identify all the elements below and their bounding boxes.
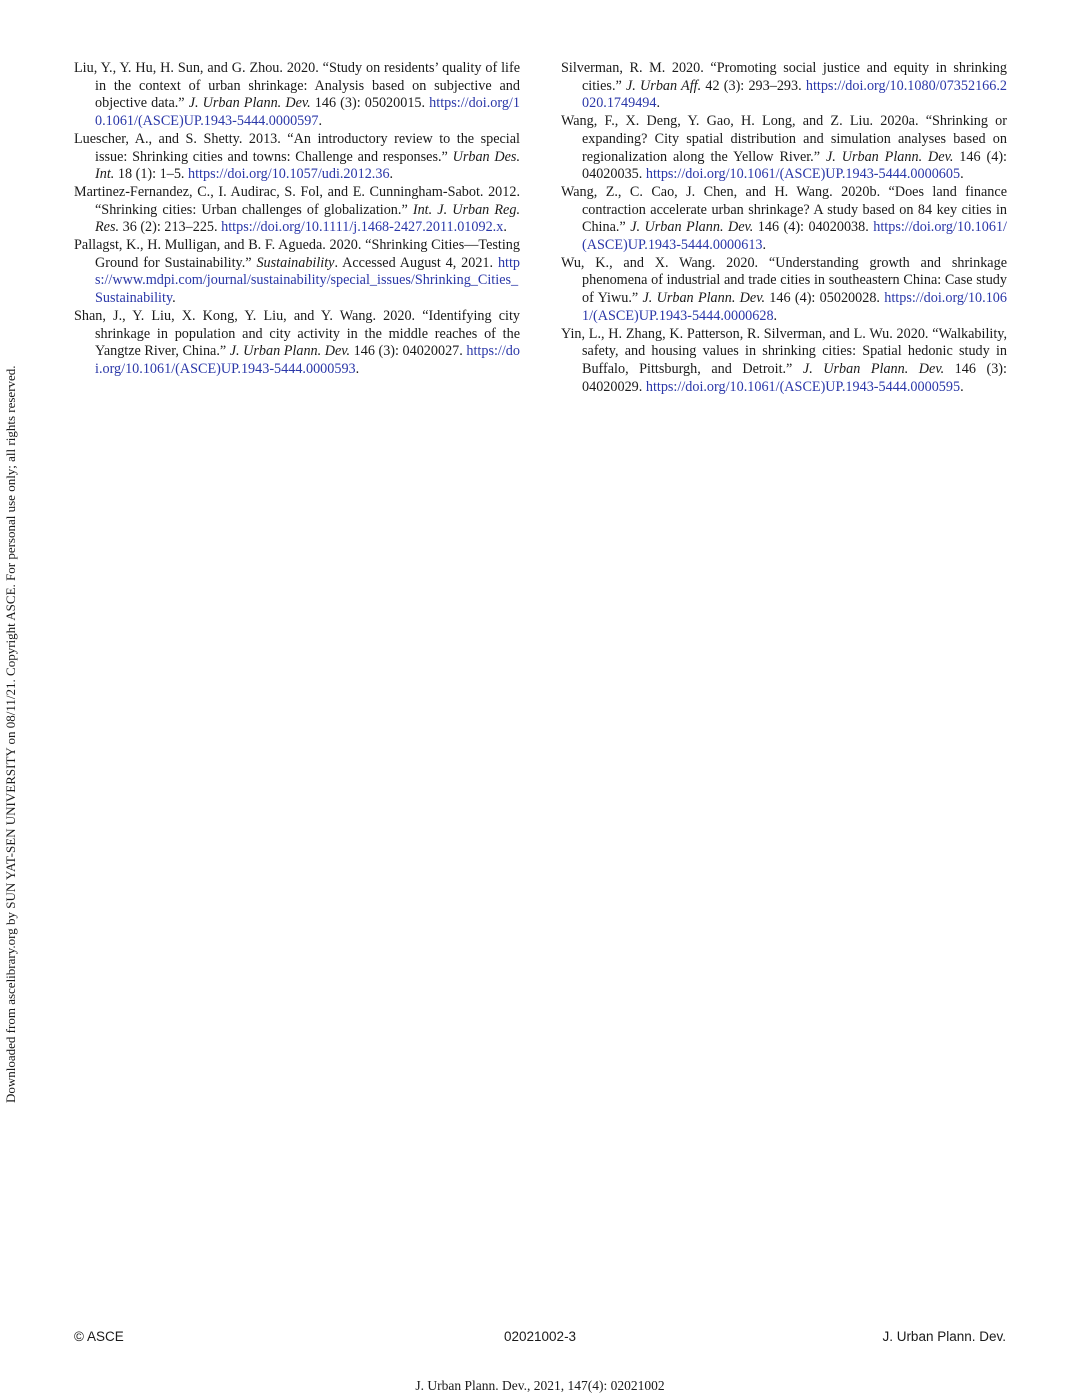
reference-entry bbox=[74, 184, 520, 237]
reference-volume: 36 (2): 213–225. bbox=[119, 219, 222, 236]
reference-end: . bbox=[656, 95, 661, 112]
reference-link[interactable]: https://doi.org/10.1061/(ASCE)UP.1943-5444.0000595 bbox=[645, 378, 961, 395]
reference-text: Luescher, A., and S. Shetty. 2013. “An introductory review to the special issue: Shrinking cities and towns: Challenge and responses.” bbox=[74, 130, 520, 165]
reference-end: . bbox=[318, 113, 323, 130]
reference-journal: J. Urban Plann. Dev. bbox=[642, 290, 766, 307]
reference-link[interactable]: https://doi.org/10.1080/07352166.2020.1749494 bbox=[582, 77, 1007, 112]
footer-page-number: 02021002-3 bbox=[504, 1329, 577, 1344]
reference-volume: 146 (3): 04020027. bbox=[350, 343, 467, 360]
reference-volume: . Accessed August 4, 2021. bbox=[334, 254, 498, 271]
reference-text: Liu, Y., Y. Hu, H. Sun, and G. Zhou. 2020. “Study on residents’ quality of life in the context of urban shrinkage: Analysis based on subjective and objective data.” bbox=[74, 60, 520, 112]
reference-entry bbox=[561, 184, 1007, 255]
reference-journal: J. Urban Plann. Dev. bbox=[802, 360, 945, 377]
reference-text: Martinez-Fernandez, C., I. Audirac, S. Fol, and E. Cunningham-Sabot. 2012. “Shrinking cities: Urban challenges of globalization.” bbox=[74, 183, 520, 218]
reference-entry bbox=[561, 255, 1007, 326]
reference-link[interactable]: https://doi.org/10.1061/(ASCE)UP.1943-5444.0000605 bbox=[645, 166, 961, 183]
reference-text: Pallagst, K., H. Mulligan, and B. F. Agueda. 2020. “Shrinking Cities—Testing Ground for Sustainability.” bbox=[74, 237, 520, 271]
footer-journal: J. Urban Plann. Dev. bbox=[882, 1329, 1006, 1344]
reference-link[interactable]: https://doi.org/10.1057/udi.2012.36 bbox=[188, 166, 390, 183]
reference-text: Shan, J., Y. Liu, X. Kong, Y. Liu, and Y. Wang. 2020. “Identifying city shrinkage in population and city activity in the middle reaches of the Yangtze River, China.” bbox=[74, 307, 520, 360]
download-notice: Downloaded from ascelibrary.org by SUN YAT-SEN UNIVERSITY on 08/11/21. Copyright ASCE. For personal use only; all rights reserved. bbox=[3, 365, 18, 1103]
reference-text: Wang, F., X. Deng, Y. Gao, H. Long, and Z. Liu. 2020a. “Shrinking or expanding? City spatial distribution and simulation analyses based on regionalization along the Yellow River.” bbox=[561, 113, 1007, 165]
reference-entry bbox=[74, 237, 520, 308]
reference-journal: Urban Des. Int. bbox=[95, 148, 520, 183]
reference-entry bbox=[74, 308, 520, 379]
reference-journal: Int. J. Urban Reg. Res. bbox=[95, 201, 520, 236]
reference-link[interactable]: https://doi.org/10.1111/j.1468-2427.2011.01092.x bbox=[221, 219, 504, 236]
reference-volume: 146 (3): 05020015. bbox=[310, 95, 430, 112]
references-left-column bbox=[74, 60, 520, 379]
reference-volume: 146 (4): 05020028. bbox=[765, 290, 885, 307]
reference-link[interactable]: https://doi.org/10.1061/(ASCE)UP.1943-5444.0000628 bbox=[582, 290, 1007, 324]
reference-journal: J. Urban Aff. bbox=[626, 77, 702, 94]
reference-entry bbox=[74, 60, 520, 131]
reference-end: . bbox=[960, 378, 964, 395]
reference-end: . bbox=[172, 290, 176, 307]
reference-text: Yin, L., H. Zhang, K. Patterson, R. Silverman, and L. Wu. 2020. “Walkability, safety, and housing values in shrinking cities: Spatial hedonic study in Buffalo, Pittsburgh, and Detroit.” bbox=[561, 325, 1007, 377]
reference-entry bbox=[74, 131, 520, 184]
reference-entry bbox=[561, 60, 1007, 113]
reference-journal: J. Urban Plann. Dev. bbox=[630, 219, 754, 236]
reference-volume: 18 (1): 1–5. bbox=[114, 166, 189, 183]
reference-text: Wang, Z., C. Cao, J. Chen, and H. Wang. 2020b. “Does land finance contraction accelerate urban shrinkage? A study based on 84 key cities in China.” bbox=[561, 183, 1007, 236]
reference-end: . bbox=[503, 219, 507, 236]
reference-text: Silverman, R. M. 2020. “Promoting social justice and equity in shrinking cities.” bbox=[561, 60, 1007, 94]
reference-volume: 146 (4): 04020035. bbox=[582, 148, 1007, 183]
reference-journal: J. Urban Plann. Dev. bbox=[229, 343, 351, 360]
reference-link[interactable]: https://doi.org/10.1061/(ASCE)UP.1943-5444.0000597 bbox=[95, 95, 520, 130]
reference-link[interactable]: https://doi.org/10.1061/(ASCE)UP.1943-5444.0000593 bbox=[95, 343, 520, 377]
reference-journal: Sustainability bbox=[256, 254, 335, 271]
reference-volume: 42 (3): 293–293. bbox=[701, 77, 806, 94]
reference-link[interactable]: https://doi.org/10.1061/(ASCE)UP.1943-5444.0000613 bbox=[582, 219, 1007, 254]
reference-end: . bbox=[773, 307, 778, 324]
footer-publisher: © ASCE bbox=[74, 1329, 124, 1344]
reference-journal: J. Urban Plann. Dev. bbox=[188, 95, 311, 112]
bottom-citation: J. Urban Plann. Dev., 2021, 147(4): 02021002 bbox=[415, 1378, 665, 1393]
reference-end: . bbox=[355, 360, 360, 377]
reference-entry bbox=[561, 113, 1007, 184]
reference-end: . bbox=[762, 237, 767, 254]
reference-link[interactable]: https://www.mdpi.com/journal/sustainability/special_issues/Shrinking_Cities_Sustainability bbox=[95, 254, 521, 307]
reference-journal: J. Urban Plann. Dev. bbox=[825, 148, 954, 165]
reference-volume: 146 (3): 04020029. bbox=[582, 360, 1007, 395]
references-right-column bbox=[561, 60, 1007, 396]
reference-volume: 146 (4): 04020038. bbox=[753, 219, 874, 236]
reference-end: . bbox=[389, 166, 394, 183]
reference-text: Wu, K., and X. Wang. 2020. “Understanding growth and shrinkage phenomena of industrial and trade cities in southeastern China: Case study of Yiwu.” bbox=[561, 254, 1007, 307]
reference-end: . bbox=[960, 166, 964, 183]
reference-entry bbox=[561, 326, 1007, 397]
